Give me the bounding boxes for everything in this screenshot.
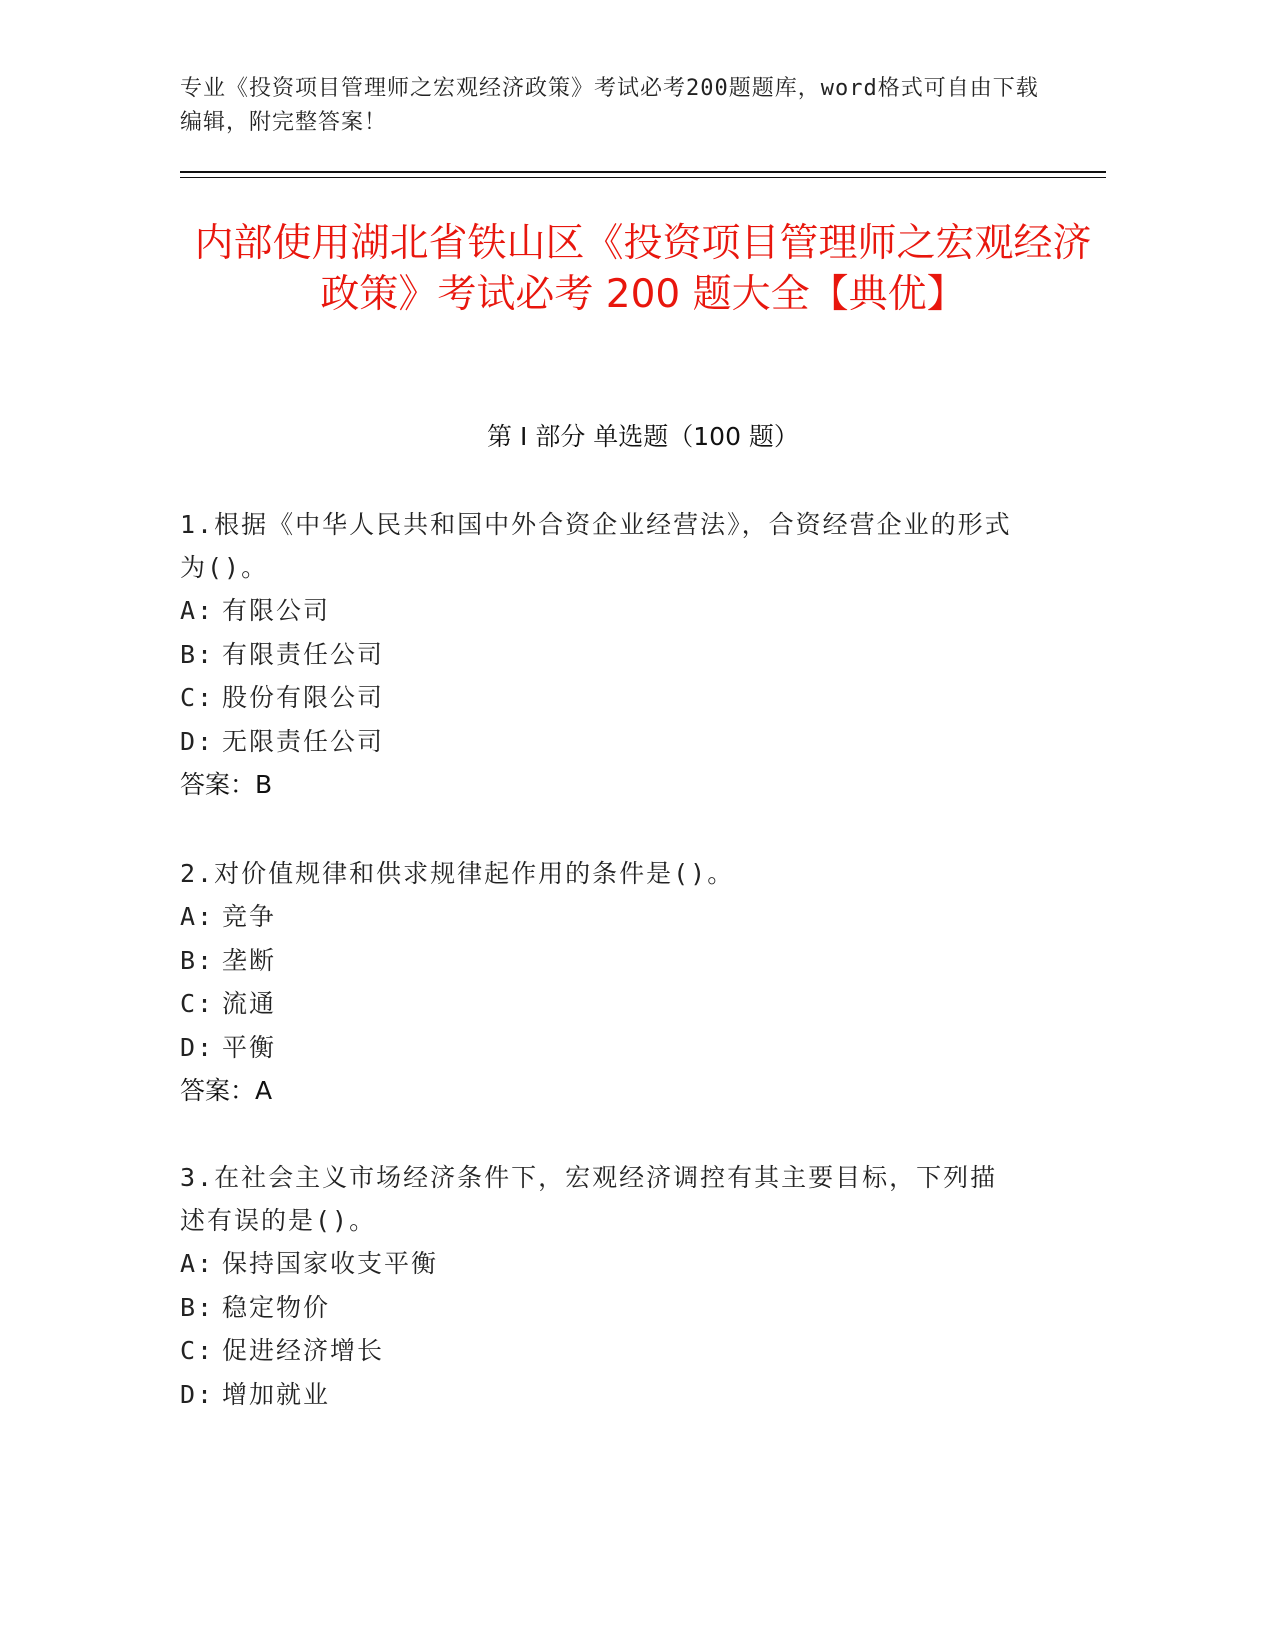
option-text: 流通 <box>222 989 277 1018</box>
option-letter: A: <box>180 1249 215 1278</box>
option-a <box>180 589 1020 633</box>
option-letter: D: <box>180 1032 215 1062</box>
option-a <box>180 1242 1020 1286</box>
option-c <box>180 1329 1020 1373</box>
option-letter: B: <box>180 945 215 975</box>
option-text: 促进经济增长 <box>222 1336 385 1365</box>
option-letter: B: <box>180 639 215 669</box>
option-d <box>180 1026 1020 1070</box>
section-heading: 第 I 部分 单选题（100 题） <box>487 422 799 451</box>
option-text: 竞争 <box>222 902 277 931</box>
option-a <box>180 895 1020 939</box>
option-text: 股份有限公司 <box>222 683 385 712</box>
answer: 答案：A <box>180 1076 273 1105</box>
header-rule-thick <box>180 171 1106 173</box>
question-stem: 1.根据《中华人民共和国中外合资企业经营法》，合资经营企业的形式为()。 <box>180 510 1012 582</box>
option-letter: D: <box>180 1379 215 1409</box>
option-letter: C: <box>180 989 215 1018</box>
question-stem: 3.在社会主义市场经济条件下，宏观经济调控有其主要目标，下列描述有误的是()。 <box>180 1163 998 1235</box>
option-letter: B: <box>180 1292 215 1322</box>
question-2 <box>180 852 1020 1113</box>
option-d <box>180 720 1020 764</box>
option-text: 平衡 <box>222 1032 277 1062</box>
option-c <box>180 982 1020 1026</box>
option-text: 无限责任公司 <box>222 726 385 756</box>
answer: 答案：B <box>180 770 273 799</box>
option-text: 有限公司 <box>222 596 331 625</box>
option-letter: C: <box>180 683 215 712</box>
option-letter: C: <box>180 1336 215 1365</box>
question-1 <box>180 503 1020 807</box>
option-letter: A: <box>180 596 215 625</box>
document-title: 内部使用湖北省铁山区《投资项目管理师之宏观经济政策》考试必考 200 题大全【典优】 <box>194 221 1092 317</box>
option-text: 增加就业 <box>222 1379 331 1409</box>
option-text: 保持国家收支平衡 <box>222 1249 439 1278</box>
option-text: 垄断 <box>222 945 277 975</box>
header-note: 专业《投资项目管理师之宏观经济政策》考试必考200题题库，word格式可自由下载编辑，附完整答案！ <box>180 76 1039 135</box>
option-b <box>180 1286 1020 1330</box>
question-stem: 2.对价值规律和供求规律起作用的条件是()。 <box>180 859 735 888</box>
option-letter: A: <box>180 902 215 931</box>
option-b <box>180 939 1020 983</box>
option-letter: D: <box>180 726 215 756</box>
question-3 <box>180 1156 1020 1416</box>
option-d <box>180 1373 1020 1417</box>
option-c <box>180 676 1020 720</box>
header-rule-thin <box>180 177 1106 178</box>
option-text: 有限责任公司 <box>222 639 385 669</box>
option-b <box>180 633 1020 677</box>
option-text: 稳定物价 <box>222 1292 331 1322</box>
